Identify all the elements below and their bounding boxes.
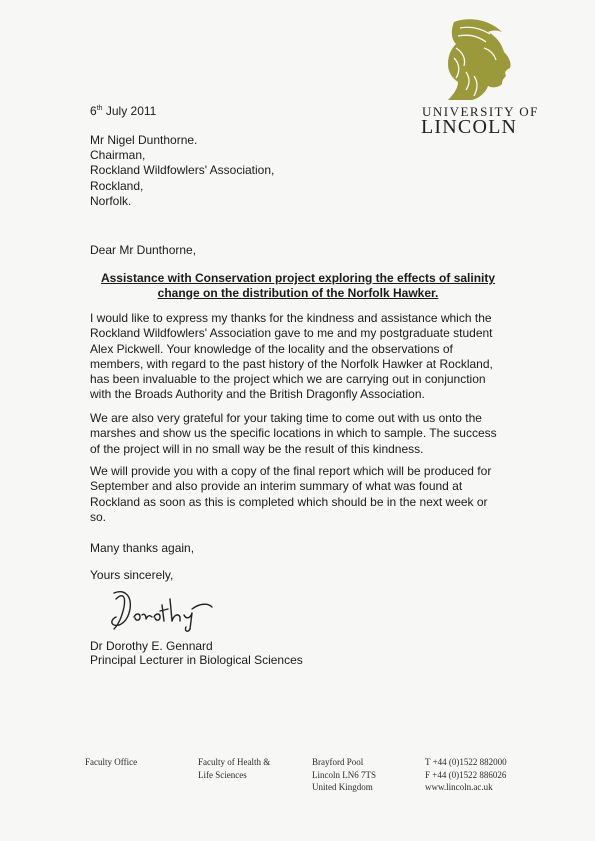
letter-date: [90, 104, 156, 118]
footer-line: Lincoln LN6 7TS: [312, 769, 376, 780]
footer-line: Life Sciences: [198, 769, 247, 780]
signer-name: Dr Dorothy E. Gennard: [90, 639, 213, 653]
date-suffix: th: [96, 105, 103, 112]
salutation: Dear Mr Dunthorne,: [90, 243, 197, 257]
subject-line-2: change on the distribution of the Norfolk Hawker.: [157, 285, 439, 300]
body-paragraph: We will provide you with a copy of the final report which will be produced for September and also provide an interim summary of what was found at Rockland as soon as this is completed which should be in the next week or so.: [90, 464, 492, 524]
closing-sign-off: Yours sincerely,: [90, 568, 174, 582]
university-name-line2: LINCOLN: [421, 116, 518, 138]
minerva-head-icon: [446, 18, 516, 100]
footer-line: Faculty of Health &: [198, 757, 271, 767]
recipient-address: [90, 133, 274, 209]
footer-fax: F +44 (0)1522 886026: [425, 769, 507, 780]
footer-faculty-name: [198, 756, 270, 781]
date-day: 6: [90, 104, 97, 118]
handwritten-signature: [108, 585, 218, 640]
subject-line-1: Assistance with Conservation project exploring the effects of salinity: [100, 271, 496, 285]
date-rest: July 2011: [102, 104, 157, 118]
footer-contact: [425, 756, 507, 794]
recipient-line: Rockland,: [90, 178, 144, 193]
recipient-line: Norfolk.: [90, 193, 132, 208]
footer-line: United Kingdom: [312, 782, 373, 792]
footer-faculty-office: [85, 756, 137, 769]
recipient-line: Chairman,: [90, 148, 146, 163]
footer-line: Brayford Pool: [312, 757, 364, 767]
recipient-line: Mr Nigel Dunthorne.: [90, 133, 198, 147]
footer-phone: T +44 (0)1522 882000: [425, 757, 507, 767]
footer-line: Faculty Office: [85, 757, 138, 767]
signer-title: Principal Lecturer in Biological Sciences: [90, 653, 303, 667]
footer-address: [312, 756, 376, 794]
subject-line: [96, 271, 500, 300]
recipient-line: Rockland Wildfowlers' Association,: [90, 163, 275, 178]
body-paragraph: I would like to express my thanks for the kindness and assistance which the Rockland Wildfowlers' Association gave to me and my postgraduate student Alex Pickwell. Your knowledge of the locality and the observations of members, with regard to the past history of the Norfolk Hawker at Rockland, has been invaluable to the project which we are carrying out in conjunction with the Broads Authority and the British Dragonfly Association.: [90, 311, 493, 402]
closing-thanks: Many thanks again,: [90, 541, 195, 555]
university-name-line1: UNIVERSITY OF: [422, 104, 539, 119]
footer-website: www.lincoln.ac.uk: [425, 782, 493, 792]
body-paragraph: We are also very grateful for your taking time to come out with us onto the marshes and show us the specific locations in which to sample. The success of the project will in no small way be the result of this kindness.: [90, 411, 497, 456]
